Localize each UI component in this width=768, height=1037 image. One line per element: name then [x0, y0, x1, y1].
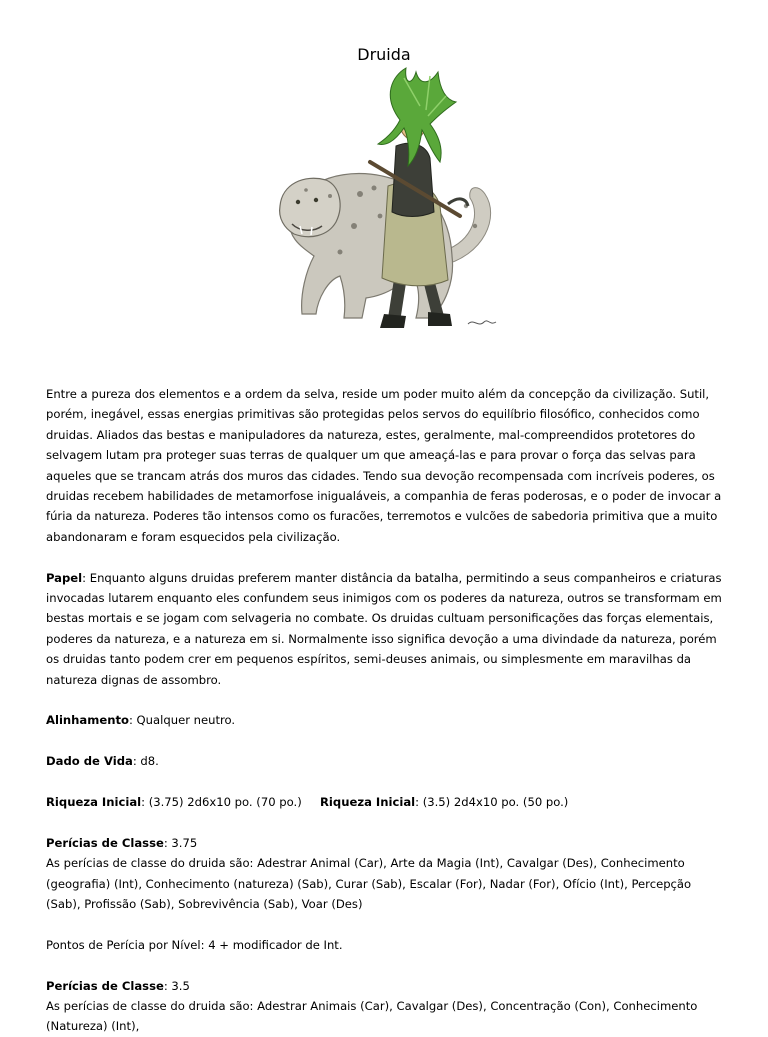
skill-points-line: Pontos de Perícia por Nível: 4 + modificador de Int. — [46, 937, 343, 952]
wealth-row — [46, 792, 726, 812]
page-title: Druida — [357, 45, 411, 64]
skills-35-version: : 3.5 — [163, 978, 190, 993]
skills-35-list: As perícias de classe do druida são: Adestrar Animais (Car), Cavalgar (Des), Concentração (Con), Conhecimento (Natureza) (Int), — [46, 999, 698, 1034]
skills-375-list: As perícias de classe do druida são: Adestrar Animal (Car), Arte da Magia (Int), Cavalgar (Des), Conhecimento (geografia) (Int), Conhecimento (natureza) (Sab), Curar (Sab), Escalar (For), Nadar (For), Ofício (Int), Percepção (Sab), Profissão (Sab), Sobrevivência (Sab), Voar (Des) — [46, 856, 692, 912]
role-label: Papel — [46, 570, 83, 585]
skills-35-heading — [46, 976, 726, 996]
role-paragraph — [46, 568, 726, 690]
wealth-375-label: Riqueza Inicial — [46, 795, 142, 810]
wealth-35-text: : (3.5) 2d4x10 po. (50 po.) — [415, 795, 569, 810]
role-text: : Enquanto alguns druidas preferem manter distância da batalha, permitindo a seus companheiros e criaturas invocadas lutarem enquanto eles confundem seus inimigos com os poderes da natureza, outros se transformam em bestas mortais e se jogam com selvageria no combate. Os druidas cultuam personificações das forças elementais, poderes da natureza, e a natureza em si. Normalmente isso significa devoção a uma divindade da natureza, porém os druidas tanto podem crer em pequenos espíritos, semi-deuses animais, ou simplesmente em maravilhas da natureza dignas de assombro. — [46, 570, 722, 687]
skills-35-label: Perícias de Classe — [46, 978, 164, 993]
skills-375-label: Perícias de Classe — [46, 835, 164, 850]
hit-die-text: : d8. — [132, 754, 159, 769]
document-body — [46, 384, 726, 1037]
wealth-35-label: Riqueza Inicial — [320, 795, 416, 810]
skills-375-version: : 3.75 — [163, 835, 198, 850]
intro-paragraph: Entre a pureza dos elementos e a ordem da selva, reside um poder muito além da concepção da civilização. Sutil, porém, inegável, essas energias primitivas são protegidas pelos servos do equilíbrio filosófico, conhecidos como druidas. Aliados das bestas e manipuladores da natureza, estes, geralmente, mal-compreendidos protetores do selvagem lutam pra proteger suas terras de qualquer um que ameaçá-las e para provar o força das selvas para aqueles que se trancam atrás dos muros das cidades. Tendo sua devoção recompensada com incríveis poderes, os druidas recebem habilidades de metamorfose inigualáveis, a companhia de feras poderosas, e o poder de invocar a fúria da natureza. Poderes tão intensos como os furacões, terremotos e vulcões de sabedoria primitiva que a muito abandonaram e foram esquecidos pela civilização. — [46, 387, 722, 544]
wealth-375-text: : (3.75) 2d6x10 po. (70 po.) — [141, 795, 302, 810]
hit-die-label: Dado de Vida — [46, 754, 133, 769]
alignment-label: Alinhamento — [46, 713, 129, 728]
alignment-text: : Qualquer neutro. — [128, 713, 236, 728]
wealth-35 — [320, 792, 568, 812]
alignment-line — [46, 710, 726, 730]
wealth-375 — [46, 792, 302, 812]
hit-die-line — [46, 751, 726, 771]
skills-375-heading — [46, 833, 726, 853]
druid-illustration — [270, 66, 510, 338]
